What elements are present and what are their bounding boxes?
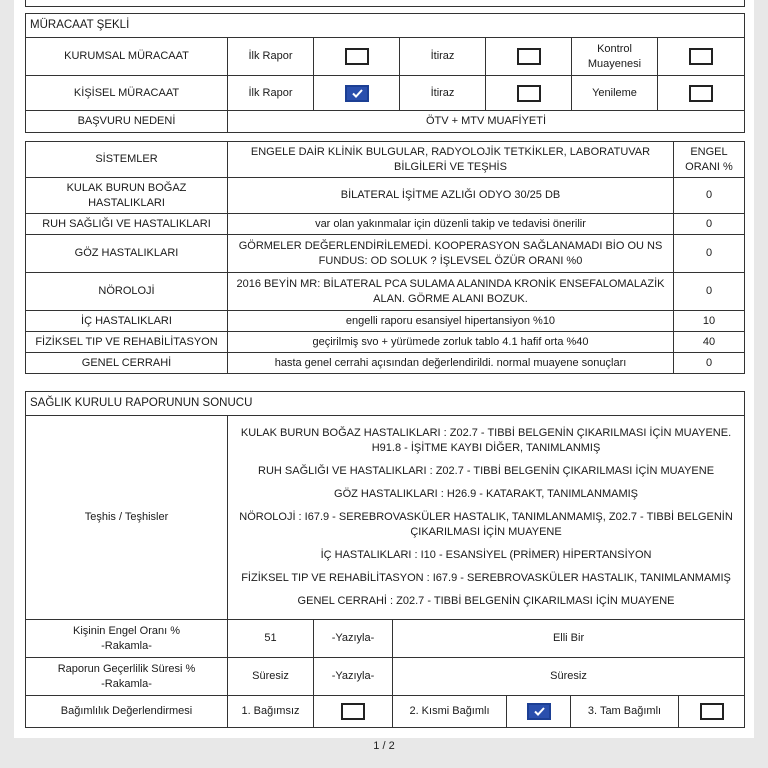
system-name: FİZİKSEL TIP VE REHABİLİTASYON	[26, 332, 228, 353]
check-icon	[534, 707, 545, 716]
system-rate: 40	[674, 332, 745, 353]
diagnosis-item: NÖROLOJİ : I67.9 - SEREBROVASKÜLER HASTALIK, TANIMLANMAMIŞ, Z02.7 - TIBBİ BELGENİN ÇIKARILMASI İÇİN MUAYENE	[239, 511, 733, 538]
system-finding: var olan yakınmalar için düzenli takip ve tedavisi önerilir	[228, 214, 674, 235]
system-finding: engelli raporu esansiyel hipertansiyon %10	[228, 311, 674, 332]
table-row	[26, 353, 745, 374]
option-label: Yenileme	[572, 76, 658, 111]
diagnosis-item: KULAK BURUN BOĞAZ HASTALIKLARI : Z02.7 - TIBBİ BELGENİN ÇIKARILMASI İÇİN MUAYENE. H91.8 - İŞİTME KAYBI DİĞER, TANIMLANMIŞ	[240, 427, 732, 454]
bagimlilik-option: 1. Bağımsız	[228, 696, 314, 728]
system-name: RUH SAĞLIĞI VE HASTALIKLARI	[26, 214, 228, 235]
check-icon	[352, 89, 363, 98]
header-systems: SİSTEMLER	[26, 142, 228, 178]
engel-text: Elli Bir	[393, 620, 745, 658]
engel-label: Kişinin Engel Oranı % -Rakamla-	[26, 620, 228, 658]
system-name: KULAK BURUN BOĞAZ HASTALIKLARI	[26, 178, 228, 214]
system-rate: 0	[674, 273, 745, 311]
checkbox-bagimsiz[interactable]	[341, 703, 365, 720]
diagnosis-item: GENEL CERRAHİ : Z02.7 - TIBBİ BELGENİN ÇIKARILMASI İÇİN MUAYENE	[297, 595, 675, 607]
application-type-label: KİŞİSEL MÜRACAAT	[26, 76, 228, 111]
bagimlilik-label: Bağımlılık Değerlendirmesi	[26, 696, 228, 728]
checkbox-kismi-bagimli[interactable]	[527, 703, 551, 720]
table-row	[26, 235, 745, 273]
table-row	[26, 214, 745, 235]
table-row	[26, 332, 745, 353]
bagimlilik-option: 3. Tam Bağımlı	[571, 696, 679, 728]
checkbox-kurumsal-ilk-rapor[interactable]	[345, 48, 369, 65]
engel-number: 51	[228, 620, 314, 658]
header-rate: ENGEL ORANI %	[674, 142, 745, 178]
system-rate: 0	[674, 214, 745, 235]
system-finding: 2016 BEYİN MR: BİLATERAL PCA SULAMA ALANINDA KRONİK ENSEFALOMALAZİK ALAN. GÖRME ALANI BOZUK.	[228, 273, 674, 311]
section-title: MÜRACAAT ŞEKLİ	[26, 14, 745, 38]
system-finding: GÖRMELER DEĞERLENDİRİLEMEDİ. KOOPERASYON SAĞLANAMADI BİO OU NS FUNDUS: OD SOLUK ? İŞLEVSEL ÖZÜR ORANI %0	[228, 235, 674, 273]
system-name: NÖROLOJİ	[26, 273, 228, 311]
option-label: İtiraz	[400, 38, 486, 76]
result-table	[25, 391, 745, 728]
basvuru-value: ÖTV + MTV MUAFİYETİ	[228, 111, 745, 133]
gecerlilik-label: Raporun Geçerlilik Süresi % -Rakamla-	[26, 658, 228, 696]
checkbox-tam-bagimli[interactable]	[700, 703, 724, 720]
bagimlilik-option: 2. Kısmi Bağımlı	[393, 696, 507, 728]
checkbox-kurumsal-kontrol[interactable]	[689, 48, 713, 65]
application-type-table	[25, 13, 745, 133]
gecerlilik-yaziyla-label: -Yazıyla-	[314, 658, 393, 696]
table-row	[26, 178, 745, 214]
basvuru-label: BAŞVURU NEDENİ	[26, 111, 228, 133]
diagnosis-label: Teşhis / Teşhisler	[26, 416, 228, 620]
table-row	[26, 273, 745, 311]
system-rate: 0	[674, 353, 745, 374]
gecerlilik-text: Süresiz	[393, 658, 745, 696]
option-label: İlk Rapor	[228, 76, 314, 111]
diagnosis-item: RUH SAĞLIĞI VE HASTALIKLARI : Z02.7 - TIBBİ BELGENİN ÇIKARILMASI İÇİN MUAYENE	[258, 465, 715, 477]
systems-table	[25, 141, 745, 374]
page-number: 1 / 2	[373, 740, 395, 752]
option-label: Kontrol Muayenesi	[572, 38, 658, 76]
system-rate: 0	[674, 178, 745, 214]
diagnosis-item: FİZİKSEL TIP VE REHABİLİTASYON : I67.9 - SEREBROVASKÜLER HASTALIK, TANIMLANMAMIŞ	[241, 572, 731, 584]
option-label: İtiraz	[400, 76, 486, 111]
system-name: GENEL CERRAHİ	[26, 353, 228, 374]
system-rate: 0	[674, 235, 745, 273]
system-finding: BİLATERAL İŞİTME AZLIĞI ODYO 30/25 DB	[228, 178, 674, 214]
diagnosis-item: GÖZ HASTALIKLARI : H26.9 - KATARAKT, TANIMLANMAMIŞ	[334, 488, 639, 500]
system-finding: hasta genel cerrahi açısından değerlendirildi. normal muayene sonuçları	[228, 353, 674, 374]
system-name: İÇ HASTALIKLARI	[26, 311, 228, 332]
diagnosis-item: İÇ HASTALIKLARI : I10 - ESANSİYEL (PRİMER) HİPERTANSİYON	[320, 549, 652, 561]
table-row	[26, 311, 745, 332]
checkbox-kisisel-itiraz[interactable]	[517, 85, 541, 102]
option-label: İlk Rapor	[228, 38, 314, 76]
checkbox-kurumsal-itiraz[interactable]	[517, 48, 541, 65]
section-title: SAĞLIK KURULU RAPORUNUN SONUCU	[26, 392, 745, 416]
engel-yaziyla-label: -Yazıyla-	[314, 620, 393, 658]
header-findings: ENGELE DAİR KLİNİK BULGULAR, RADYOLOJİK TETKİKLER, LABORATUVAR BİLGİLERİ VE TEŞHİS	[228, 142, 674, 178]
system-finding: geçirilmiş svo + yürümede zorluk tablo 4.1 hafif orta %40	[228, 332, 674, 353]
checkbox-kisisel-yenileme[interactable]	[689, 85, 713, 102]
gecerlilik-number: Süresiz	[228, 658, 314, 696]
system-name: GÖZ HASTALIKLARI	[26, 235, 228, 273]
previous-section-border	[25, 0, 745, 7]
checkbox-kisisel-ilk-rapor[interactable]	[345, 85, 369, 102]
application-type-label: KURUMSAL MÜRACAAT	[26, 38, 228, 76]
system-rate: 10	[674, 311, 745, 332]
